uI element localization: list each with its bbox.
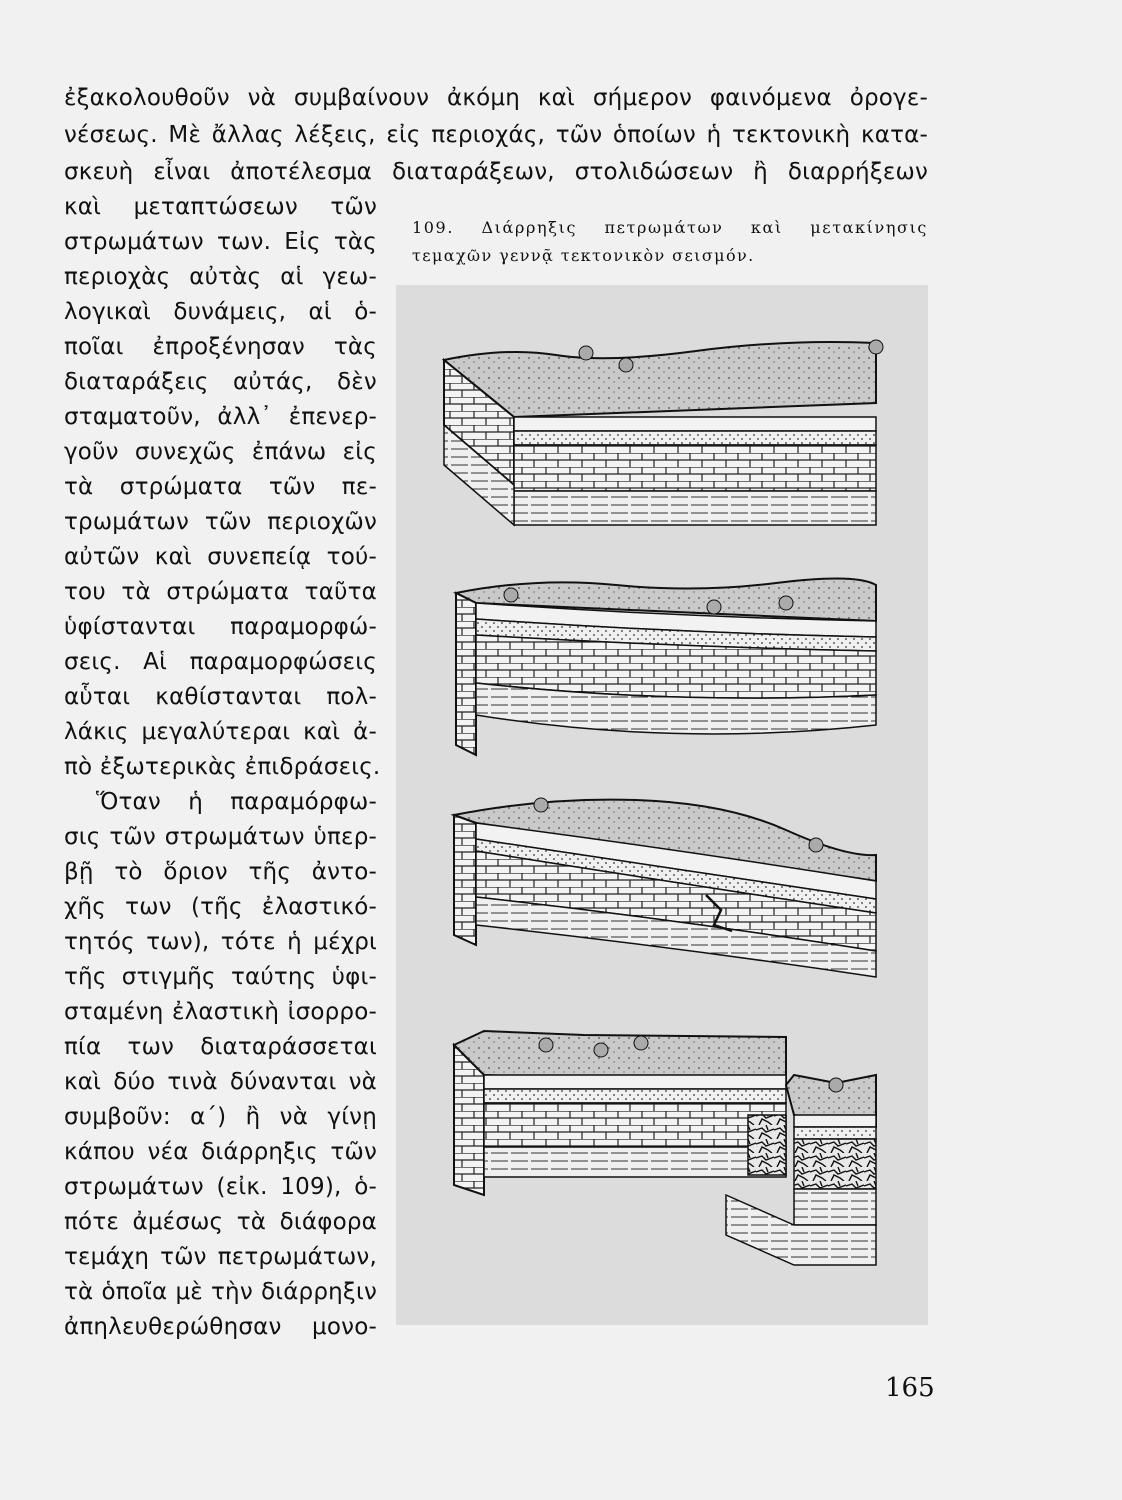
column-line: του τὰ στρώματα ταῦτα: [64, 579, 377, 605]
panel-flat-strata: [444, 340, 928, 525]
column-line: σταματοῦν, ἀλλ᾽ ἐπενερ-: [64, 404, 377, 430]
column-line: πία των διαταράσσεται: [64, 1034, 377, 1060]
column-line: πὸ ἐξωτερικὰς ἐπιδράσεις.: [64, 754, 381, 780]
panel-gently-folded-strata: [456, 578, 876, 755]
panel-ruptured-displaced-strata: [454, 1031, 876, 1265]
column-line: ἀπηλευθερώθησαν μονο-: [64, 1314, 377, 1340]
column-line: Ὅταν ἡ παραμόρφω-: [96, 789, 377, 815]
column-line: σταμένη ἐλαστικὴ ἰσορρο-: [64, 999, 377, 1025]
column-line: βῇ τὸ ὅριον τῆς ἀντο-: [64, 859, 377, 885]
page-number: 165: [885, 1373, 935, 1403]
column-line: διαταράξεις αὐτάς, δὲν: [64, 369, 377, 395]
column-line: τὰ ὁποῖα μὲ τὴν διάρρηξιν: [64, 1279, 377, 1305]
column-line: συμβοῦν: α΄) ἢ νὰ γίνῃ: [64, 1104, 377, 1130]
column-line: λογικαὶ δυνάμεις, αἱ ὁ-: [64, 299, 377, 325]
column-line: τῆς στιγμῆς ταύτης ὑφι-: [64, 964, 377, 990]
column-line: πότε ἀμέσως τὰ διάφορα: [64, 1209, 377, 1235]
text-line-1: ἐξακολουθοῦν νὰ συμβαίνουν ἀκόμη καὶ σήμερον φαινόμενα ὀρογε-: [64, 85, 928, 111]
column-line: γοῦν συνεχῶς ἐπάνω εἰς: [64, 439, 377, 465]
column-line: ὑφίστανται παραμορφώ-: [64, 614, 377, 640]
column-line: καὶ δύο τινὰ δύνανται νὰ: [64, 1069, 377, 1095]
figure-caption-line-2: τεμαχῶν γεννᾷ τεκτονικὸν σεισμόν.: [412, 246, 755, 265]
column-line: χῆς των (τῆς ἐλαστικό-: [64, 894, 377, 920]
panel-bent-cracking-strata: [454, 798, 876, 977]
column-line: τρωμάτων τῶν περιοχῶν: [64, 509, 377, 535]
column-line: τεμάχη τῶν πετρωμάτων,: [64, 1244, 377, 1270]
column-line: καὶ μεταπτώσεων τῶν: [64, 194, 377, 220]
column-line: τητός των), τότε ἡ μέχρι: [64, 929, 377, 955]
figure-caption-line-1: 109. Διάρρηξις πετρωμάτων καὶ μετακίνησις: [412, 218, 928, 237]
text-line-3: σκευὴ εἶναι ἀποτέλεσμα διαταράξεων, στολιδώσεων ἢ διαρρήξεων: [64, 159, 928, 185]
column-line: κάπου νέα διάρρηξις τῶν: [64, 1139, 377, 1165]
column-line: σεις. Αἱ παραμορφώσεις: [64, 649, 377, 675]
column-line: τὰ στρώματα τῶν πε-: [64, 474, 377, 500]
column-line: αὗται καθίστανται πολ-: [64, 684, 377, 710]
column-line: αὐτῶν καὶ συνεπείᾳ τού-: [64, 544, 377, 570]
geology-figure: [396, 285, 928, 1325]
text-line-2: νέσεως. Μὲ ἄλλας λέξεις, εἰς περιοχάς, τῶν ὁποίων ἡ τεκτονικὴ κατα-: [64, 122, 928, 148]
column-line: στρωμάτων (εἰκ. 109), ὁ-: [64, 1174, 377, 1200]
column-line: στρωμάτων των. Εἰς τὰς: [64, 229, 377, 255]
column-line: ποῖαι ἐπροξένησαν τὰς: [64, 334, 377, 360]
column-line: περιοχὰς αὐτὰς αἱ γεω-: [64, 264, 377, 290]
column-line: λάκις μεγαλύτεραι καὶ ἀ-: [64, 719, 377, 745]
column-line: σις τῶν στρωμάτων ὑπερ-: [64, 824, 377, 850]
